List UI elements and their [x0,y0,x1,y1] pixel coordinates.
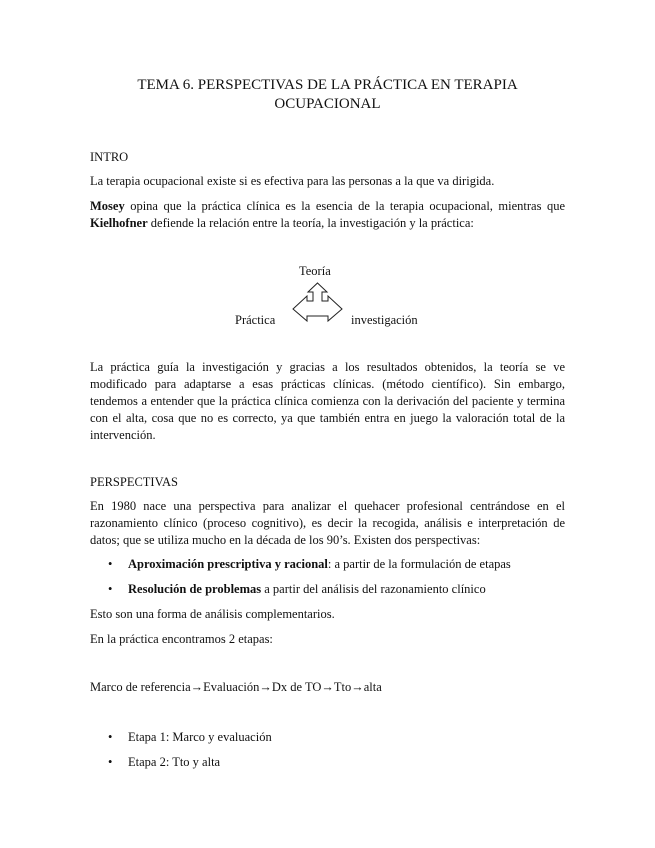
intro-heading: INTRO [90,150,129,164]
bullet-icon: • [108,730,113,744]
title-line-1: TEMA 6. PERSPECTIVAS DE LA PRÁCTICA EN TERAPIA [137,77,518,93]
document-title [90,76,565,114]
list-item-text: Etapa 2: Tto y alta [128,755,221,769]
perspectivas-paragraph-2: Esto son una forma de análisis complementarios. [90,607,335,621]
perspectivas-heading: PERSPECTIVAS [90,475,178,489]
list-item-bold: Resolución de problemas [128,582,262,596]
list-item-text [128,556,565,573]
author-mosey: Mosey [90,199,125,213]
process-flow: Marco de referencia→Evaluación→Dx de TO→Tto→alta [90,680,382,694]
intro-text-1: opina que la práctica clínica es la esencia de la terapia ocupacional, mientras que [124,199,565,213]
intro-paragraph-1: La terapia ocupacional existe si es efectiva para las personas a la que va dirigida. [90,174,495,188]
diagram-label-teoria: Teoría [299,264,331,278]
list-item-rest: a partir del análisis del razonamiento clínico [261,582,486,596]
three-way-arrow-icon [290,280,346,324]
perspectivas-paragraph-3: En la práctica encontramos 2 etapas: [90,632,273,646]
list-item-rest: : a partir de la formulación de etapas [327,557,511,571]
diagram-label-practica: Práctica [235,313,276,327]
list-item-text [128,581,565,598]
bullet-icon: • [108,582,113,596]
author-kielhofner: Kielhofner [90,216,148,230]
body-paragraph-3: La práctica guía la investigación y gracias a los resultados obtenidos, la teoría se ve modificado para adaptarse a esas prácticas clínicas. (método científico). Sin embargo, tendemos a entender que la práctica clínica comienza con la derivación del paciente y termina con el alta, cosa que no es correcto, ya que también entra en juego la valoración total de la intervención. [90,360,565,442]
list-item-text: Etapa 1: Marco y evaluación [128,730,272,744]
bullet-icon: • [108,557,113,571]
intro-paragraph-2 [90,198,565,232]
diagram-label-investigacion: investigación [351,313,418,327]
bullet-icon: • [108,755,113,769]
intro-text-2: defiende la relación entre la teoría, la investigación y la práctica: [147,216,474,230]
title-line-2: OCUPACIONAL [274,96,381,112]
perspectivas-paragraph-1: En 1980 nace una perspectiva para analizar el quehacer profesional centrándose en el razonamiento clínico (proceso cognitivo), es decir la recogida, análisis e interpretación de datos; que se utiliza mucho en la década de los 90’s. Existen dos perspectivas: [90,499,565,547]
list-item-bold: Aproximación prescriptiva y racional [128,557,328,571]
